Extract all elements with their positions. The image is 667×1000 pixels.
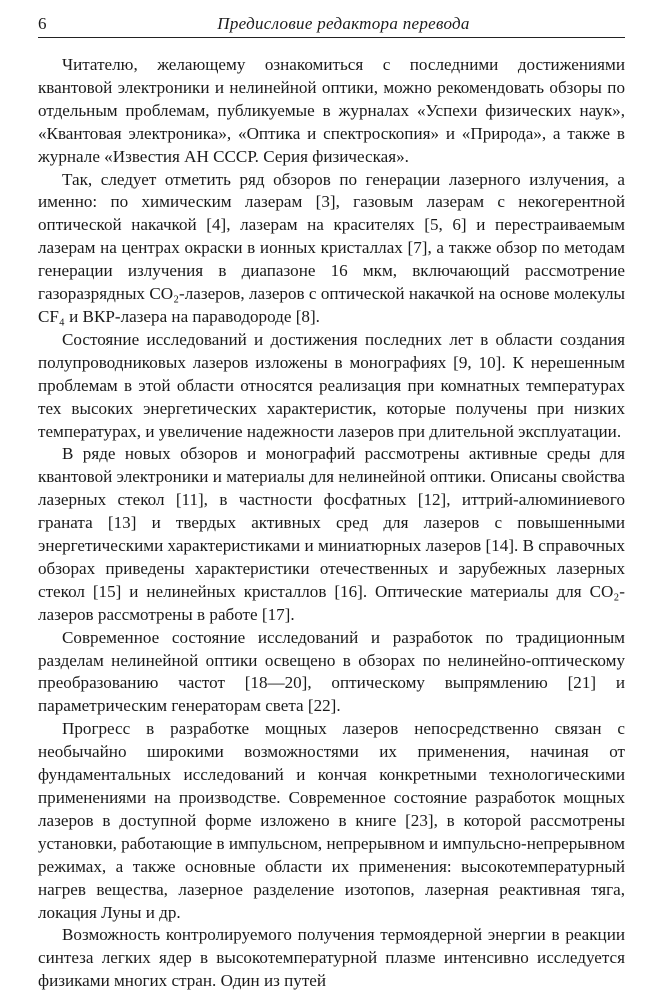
running-header	[38, 14, 625, 38]
paragraph-3: Состояние исследований и достижения последних лет в области создания полупроводниковых лазеров изложены в монографиях [9, 10]. К нерешенным проблемам в этой области относятся реализация при комнатных температурах тех высоких энергетических характеристик, которые получены при низких температурах, и увеличение надежности лазеров при длительной эксплуатации.	[38, 329, 625, 441]
paragraph-5: Современное состояние исследований и разработок по традиционным разделам нелинейной оптики освещено в обзорах по нелинейно-оптическому преобразованию частот [18—20], оптическому выпрямлению [21] и параметрическим генераторам света [22].	[38, 627, 625, 716]
paragraph-2: Так, следует отметить ряд обзоров по генерации лазерного излучения, а именно: по химическим лазерам [3], газовым лазерам с некогерентной оптической накачкой [4], лазерам на красителях [5, 6] и перестраиваемым лазерам на центрах окраски в ионных кристаллах [7], а также обзор по методам генерации излучения в диапазоне 16 мкм, включающий рассмотрение газоразрядных CO₂-лазеров, лазеров с оптической накачкой на основе молекулы CF₄ и ВКР-лазера на параводороде [8].	[38, 169, 625, 326]
paragraph-7: Возможность контролируемого получения термоядерной энергии в реакции синтеза легких ядер в высокотемпературной плазме интенсивно исследуется физиками многих стран. Один из путей	[38, 925, 625, 991]
paragraph-4: В ряде новых обзоров и монографий рассмотрены активные среды для квантовой электроники и материалы для нелинейной оптики. Описаны свойства лазерных стекол [11], в частности фосфатных [12], иттрий-алюминиевого граната [13] и твердых активных сред для лазеров с повышенными энергетическими характеристиками и миниатюрных лазеров [14]. В справочных обзорах приведены характеристики отечественных и зарубежных лазерных стекол [15] и нелинейных кристаллов [16]. Оптические материалы для CO₂-лазеров рассмотрены в работе [17].	[38, 444, 625, 624]
page-number: 6	[38, 14, 47, 33]
paragraph-6: Прогресс в разработке мощных лазеров непосредственно связан с необычайно широкими возможностями их применения, начиная от фундаментальных исследований и кончая конкретными технологическими применениями на производстве. Современное состояние разработок мощных лазеров в доступной форме изложено в книге [23], в которой рассмотрены установки, работающие в импульсном, непрерывном и импульсно-непрерывном режимах, а также основные области их применения: высокотемпературный нагрев вещества, лазерное разделение изотопов, лазерная реактивная тяга, локация Луны и др.	[38, 719, 625, 922]
body-text	[38, 54, 625, 993]
running-title: Предисловие редактора перевода	[217, 14, 470, 33]
paragraph-1: Читателю, желающему ознакомиться с последними достижениями квантовой электроники и нелинейной оптики, можно рекомендовать обзоры по отдельным проблемам, публикуемые в журналах «Успехи физических наук», «Квантовая электроника», «Оптика и спектроскопия» и «Природа», а также в журнале «Известия АН СССР. Серия физическая».	[38, 55, 625, 166]
